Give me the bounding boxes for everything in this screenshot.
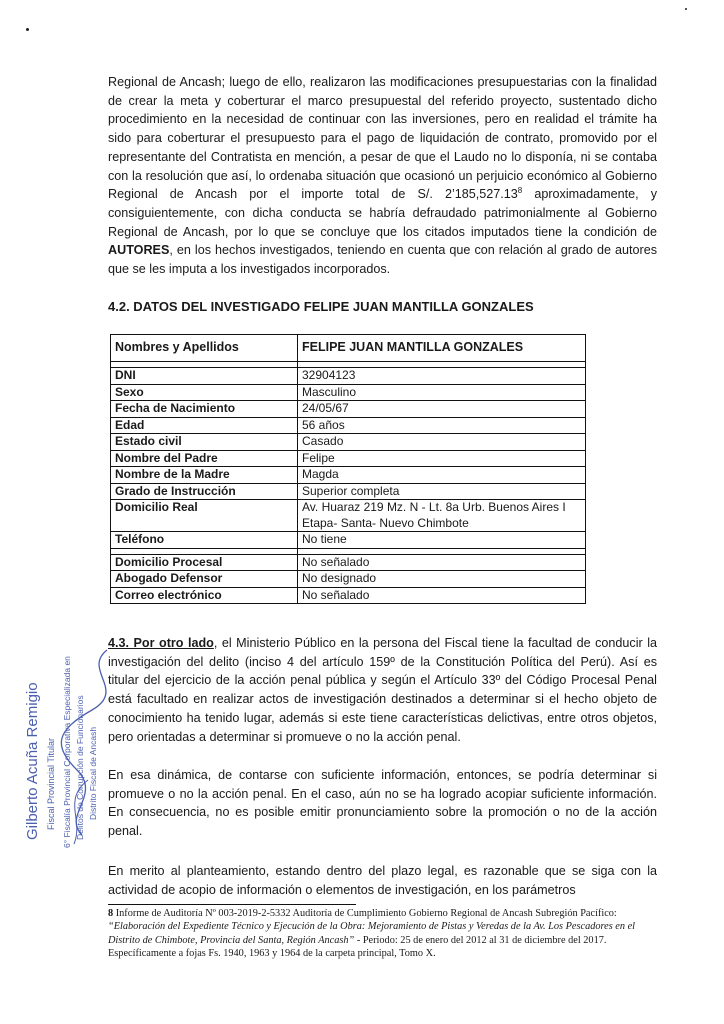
- table-row: [111, 554, 586, 571]
- row-label: Domicilio Procesal: [111, 554, 298, 571]
- row-label: Edad: [111, 417, 298, 434]
- row-label: Nombre de la Madre: [111, 467, 298, 484]
- table-row: [111, 587, 586, 604]
- section-heading-4-2: 4.2. DATOS DEL INVESTIGADO FELIPE JUAN MANTILLA GONZALES: [108, 299, 534, 314]
- table-row: [111, 384, 586, 401]
- fiscal-signature-stamp: [22, 630, 118, 848]
- stamp-district: Distrito Fiscal de Ancash: [88, 726, 98, 820]
- row-label: Estado civil: [111, 434, 298, 451]
- bold-autores: AUTORES: [108, 243, 170, 258]
- table-row: [111, 434, 586, 451]
- row-value: No señalado: [298, 587, 586, 604]
- row-value: 24/05/67: [298, 401, 586, 418]
- table-row: [111, 483, 586, 500]
- row-label: Abogado Defensor: [111, 571, 298, 588]
- row-value: Magda: [298, 467, 586, 484]
- signature-scribble-icon: [22, 630, 118, 848]
- paragraph-4-3: 4.3. Por otro lado, el Ministerio Público en la persona del Fiscal tiene la facultad de conducir la investigación del delito (inciso 4 del artículo 159º de la Constitución Política del Perú). Así es titular del ejercicio de la acción penal pública y según el Artículo 33º del Código Procesal Penal está facultado en realizar actos de investigación destinados a determinar si el hecho objeto de conocimiento ha tenido lugar, además si este tiene características delictivas, entre otros objetos, pero orientadas a determinar si promueve o no la acción penal.: [108, 636, 657, 744]
- row-label: Domicilio Real: [111, 500, 298, 532]
- row-label: Grado de Instrucción: [111, 483, 298, 500]
- stamp-area: Delitos de Corrupción de Funcionarios: [75, 695, 85, 840]
- row-value: No señalado: [298, 554, 586, 571]
- row-label: Fecha de Nacimiento: [111, 401, 298, 418]
- row-value: 56 años: [298, 417, 586, 434]
- paragraph-dynamics: En esa dinámica, de contarse con suficiente información, entonces, se podría determinar si promueve o no la acción penal. En el caso, aún no se ha logrado acopiar suficiente información. En consecuencia, no es posible emitir pronunciamiento sobre la promoción o no de la acción penal.: [108, 768, 657, 839]
- row-value: Av. Huaraz 219 Mz. N - Lt. 8a Urb. Buenos Aires I Etapa- Santa- Nuevo Chimbote: [298, 500, 586, 532]
- row-label: Sexo: [111, 384, 298, 401]
- paragraph-merit: En merito al planteamiento, estando dentro del plazo legal, es razonable que se siga con la actividad de acopio de información o elementos de investigación, en los parámetros: [108, 864, 657, 897]
- table-row: [111, 571, 586, 588]
- row-value: 32904123: [298, 368, 586, 385]
- scan-speck-top: [26, 28, 29, 31]
- row-value: No tiene: [298, 532, 586, 549]
- paragraph-conclusion: Regional de Ancash; luego de ello, realizaron las modificaciones presupuestarias con la finalidad de crear la meta y coberturar el marco presupuestal del referido proyecto, sustentado dicho procedimiento en la necesidad de continuar con las inversiones, pero en realidad el trámite ha sido para coberturar el presupuesto para el pago de liquidación de contrato, promovido por el representante del Contratista en mención, a pesar de que el Laudo no lo disponía, ni se contaba con la resolución que así, lo ordenaba situación que ocasionó un perjuicio económico al Gobierno Regional de Ancash por el importe total de S/. 2’185,527.13$^8$ aproximadamente, y consiguientemente, con dicha conducta se habría defraudado patrimonialmente al Gobierno Regional de Ancash, por lo que se concluye que los citados imputados tiene la condición de AUTORES, en los hechos investigados, teniendo en cuenta que con relación al grado de autores que se les imputa a los investigados incorporados.: [108, 75, 657, 277]
- row-value: Felipe: [298, 450, 586, 467]
- table-header-row: [111, 335, 586, 362]
- row-label: Nombre del Padre: [111, 450, 298, 467]
- row-value: Masculino: [298, 384, 586, 401]
- row-label: DNI: [111, 368, 298, 385]
- table-row: [111, 500, 586, 532]
- table-row: [111, 532, 586, 549]
- header-value: FELIPE JUAN MANTILLA GONZALES: [298, 335, 586, 362]
- row-label: Correo electrónico: [111, 587, 298, 604]
- row-value: No designado: [298, 571, 586, 588]
- footnote-ref: 8: [517, 186, 523, 196]
- table-body: [111, 368, 586, 604]
- table-row: [111, 467, 586, 484]
- table-row: [111, 417, 586, 434]
- stamp-name: Gilberto Acuña Remigio: [24, 682, 41, 840]
- stamp-title: Fiscal Provincial Titular: [46, 737, 56, 830]
- stamp-office: 6° Fiscalía Provincial Corporativa Especializada en: [62, 656, 72, 848]
- scan-speck-top-right: [685, 8, 687, 10]
- section-lead-4-3: 4.3. Por otro lado: [108, 636, 214, 650]
- footnote-rule: [108, 904, 356, 905]
- investigated-data-table: [110, 334, 586, 604]
- row-value: Superior completa: [298, 483, 586, 500]
- row-label: Teléfono: [111, 532, 298, 549]
- table-row: [111, 450, 586, 467]
- table-row: [111, 368, 586, 385]
- header-label: Nombres y Apellidos: [111, 335, 298, 362]
- table-row: [111, 401, 586, 418]
- footnote-8: 8 Informe de Auditoría Nº 003-2019-2-5332 Auditoría de Cumplimiento Gobierno Regional de Ancash Subregión Pacífico: “Elaboración del Expediente Técnico y Ejecución de la Obra: Mejoramiento de Pistas y Veredas de la Av. Los Pescadores en el Distrito de Chimbote, Provincia del Santa, Región Ancash” - Periodo: 25 de enero del 2012 al 31 de diciembre del 2017. Específicamente a fojas Fs. 1940, 1963 y 1964 de la carpeta principal, Tomo X.: [108, 908, 636, 960]
- row-value: Casado: [298, 434, 586, 451]
